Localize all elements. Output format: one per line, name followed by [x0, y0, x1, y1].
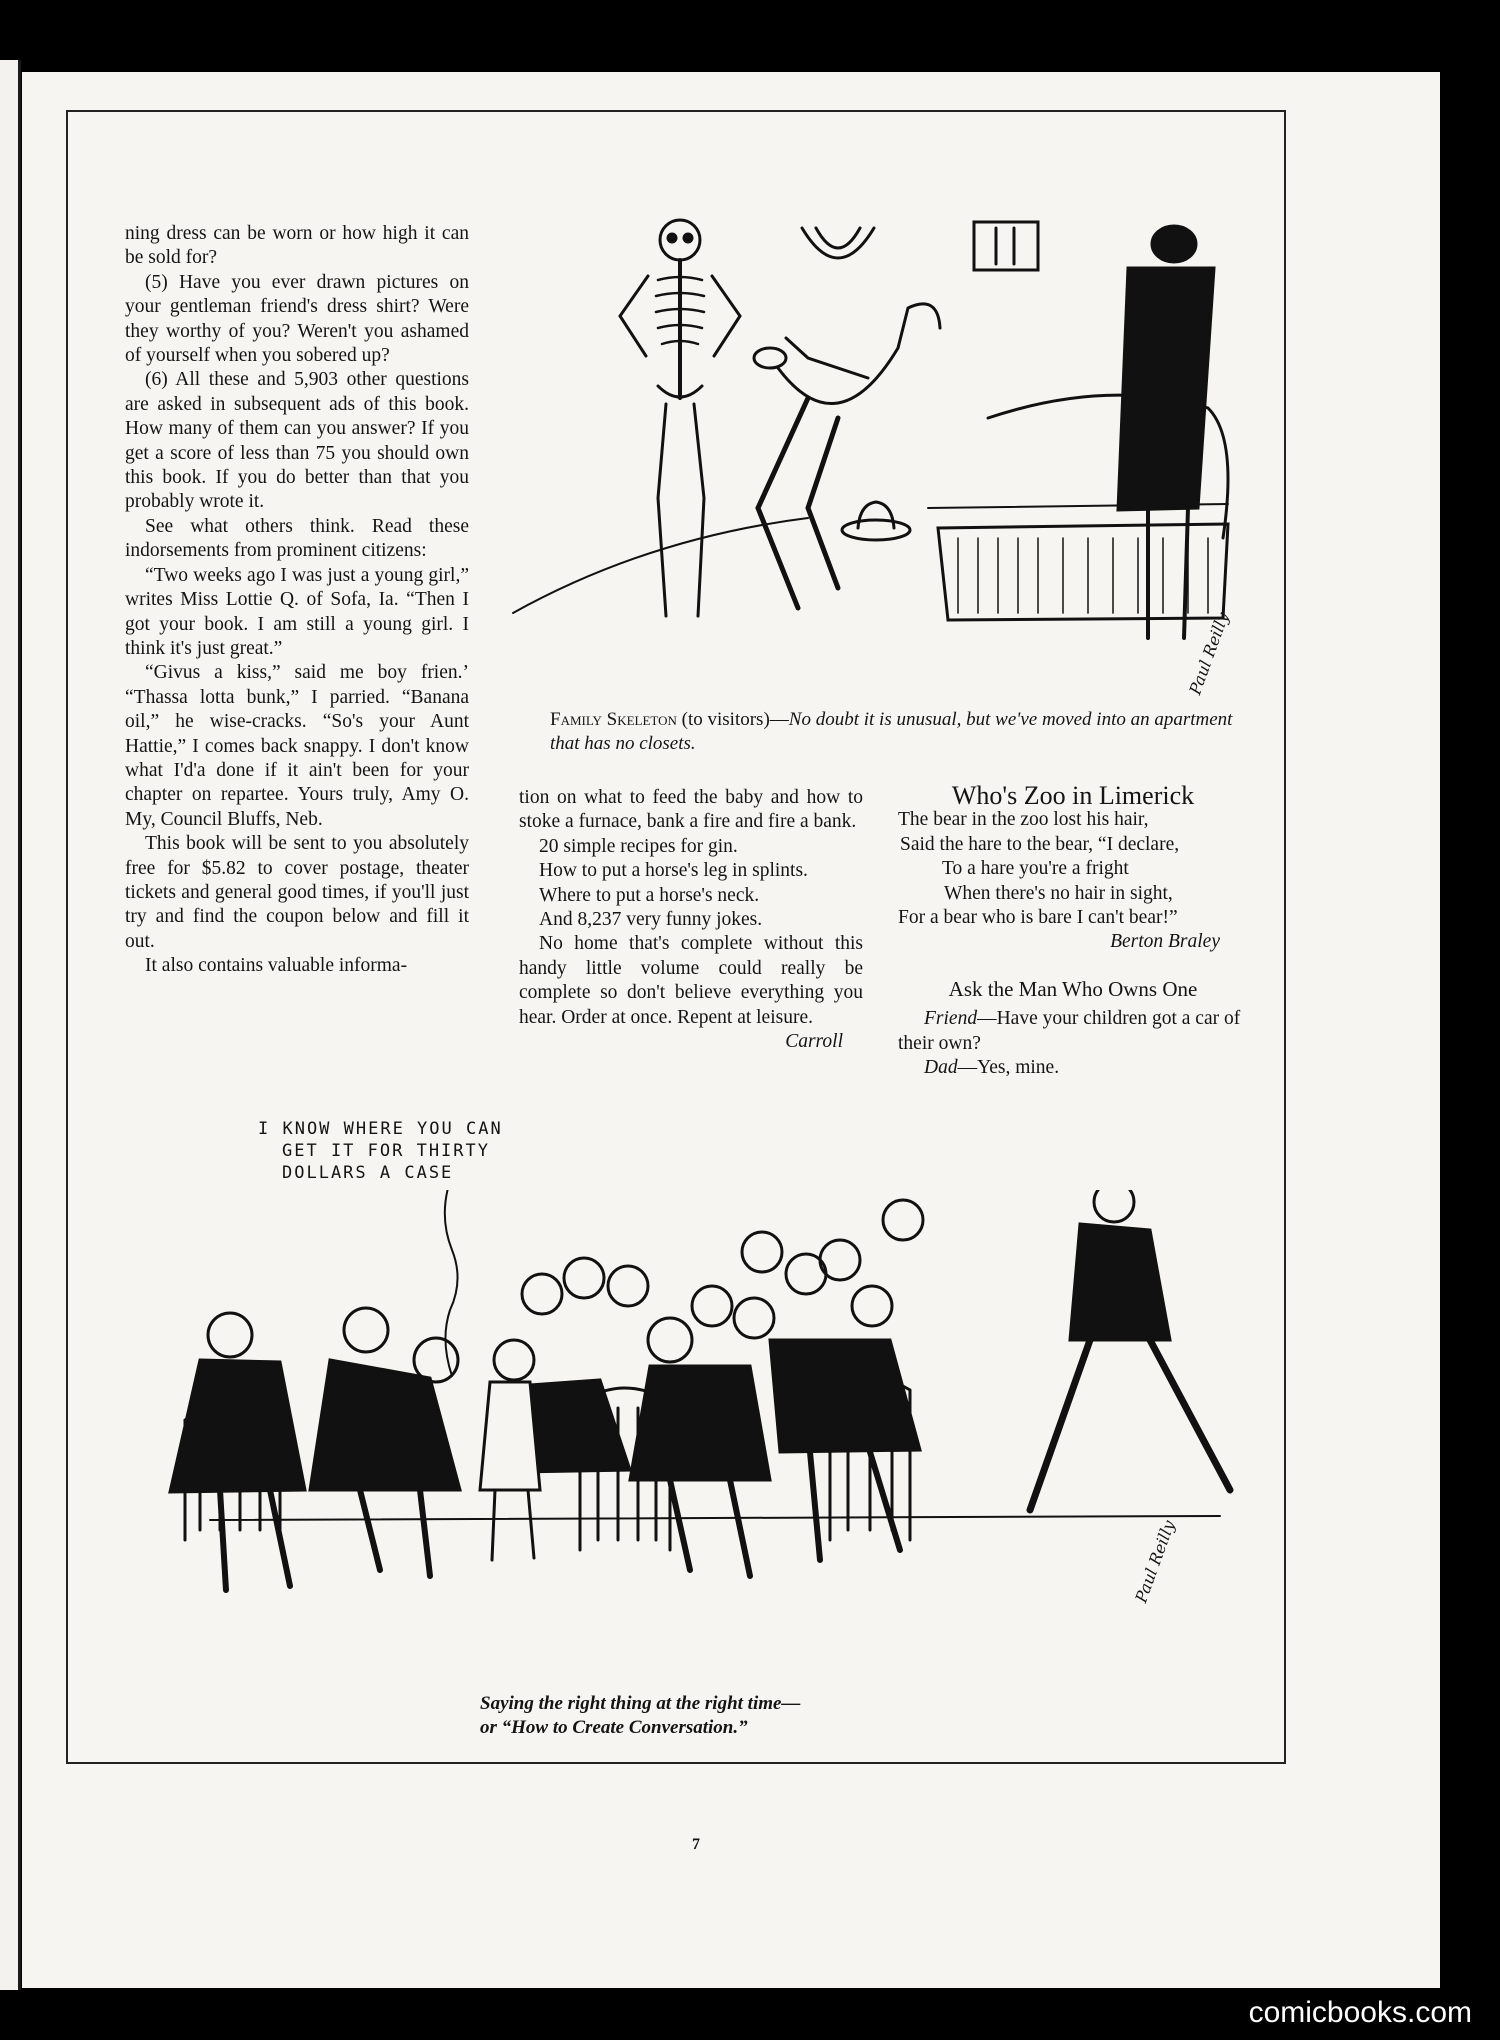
middle-column — [519, 786, 863, 1054]
mid-para-1: tion on what to feed the baby and how to stoke a furnace, bank a fire and fire a bank. — [519, 787, 863, 833]
mid-para-4: Where to put a horse's neck. — [539, 884, 760, 906]
cartoon1-speaker-note: (to visitors)— — [681, 709, 789, 730]
joke-answer — [898, 1056, 1248, 1080]
mid-para-5: And 8,237 very funny jokes. — [539, 909, 763, 931]
speech-line-2: GET IT FOR THIRTY — [282, 1141, 490, 1161]
left-column — [125, 222, 469, 979]
page-number: 7 — [692, 1836, 700, 1853]
left-para-7: This book will be sent to you absolutely free for $5.82 to cover postage, theater tickets and general good times, if you'll just try and find the coupon below and fill it out. — [125, 833, 469, 952]
speech-line-3: DOLLARS A CASE — [282, 1163, 454, 1183]
left-para-6: “Givus a kiss,” said me boy frien.’ “Thassa lotta bunk,” I parried. “Banana oil,” he wise-cracks. “So's your Aunt Hattie,” I comes back snappy. I don't know what I'd'a done if it ain't been for your chapter on repartee. Yours truly, Amy O. My, Council Bluffs, Neb. — [125, 662, 469, 830]
cartoon1-caption-text: No doubt it is unusual, but we've moved into an apartment that has no closets. — [550, 709, 1233, 754]
watermark: comicbooks.com — [1248, 1996, 1472, 2029]
joke-title: Ask the Man Who Owns One — [948, 976, 1198, 1001]
skeleton-cartoon-illustration — [508, 208, 1238, 678]
poem-line-2: Said the hare to the bear, “I declare, — [900, 833, 1180, 855]
cartoon1-signature: Paul Reilly — [1185, 609, 1233, 698]
middle-signature: Carroll — [785, 1031, 843, 1053]
joke-question — [898, 1007, 1248, 1056]
speech-lettering — [258, 1118, 503, 1184]
joke-a-speaker: Dad — [924, 1057, 958, 1079]
left-para-3: (6) All these and 5,903 other questions are asked in subsequent ads of this book. How many of them can you answer? If you get a score of less than 75 you should own this book. If you do better than that you probably wrote it. — [125, 369, 469, 513]
left-para-2: (5) Have you ever drawn pictures on your gentleman friend's dress shirt? Were they worthy of you? Weren't you ashamed of yourself when you sobered up? — [125, 271, 469, 367]
poem-author: Berton Braley — [1110, 931, 1220, 953]
right-column — [898, 781, 1248, 1080]
poem-line-3: To a hare you're a fright — [942, 858, 1129, 880]
binding-spine — [0, 60, 21, 1990]
cartoon2-caption — [480, 1692, 980, 1740]
poem-line-4: When there's no hair in sight, — [944, 882, 1173, 904]
mid-para-6 — [519, 932, 863, 1053]
cartoon2-signature: Paul Reilly — [1131, 1517, 1179, 1606]
joke-q-text: —Have your children got a car of their own? — [898, 1008, 1241, 1054]
mid-para-2: 20 simple recipes for gin. — [539, 835, 738, 857]
party-cartoon-illustration — [130, 1190, 1250, 1610]
poem-line-5: For a bear who is bare I can't bear!” — [898, 907, 1178, 929]
mid-para-3: How to put a horse's leg in splints. — [539, 860, 808, 882]
left-para-5: “Two weeks ago I was just a young girl,” writes Miss Lottie Q. of Sofa, Ia. “Then I got your book. I am still a young girl. I think it's just great.” — [125, 564, 469, 659]
cartoon1-caption — [550, 708, 1250, 756]
joke-a-text: —Yes, mine. — [957, 1057, 1060, 1079]
left-para-8: It also contains valuable informa- — [145, 955, 408, 977]
left-para-4: See what others think. Read these indorsements from prominent citizens: — [125, 515, 469, 562]
speech-line-1: I KNOW WHERE YOU CAN — [258, 1119, 503, 1139]
cartoon2-caption-line2: or “How to Create Conversation.” — [480, 1717, 748, 1738]
cartoon1-speaker: Family Skeleton — [550, 709, 677, 730]
left-para-1: ning dress can be worn or how high it can be sold for? — [125, 223, 469, 269]
poem-title: Who's Zoo in Limerick — [951, 781, 1195, 810]
cartoon2-caption-line1: Saying the right thing at the right time— — [480, 1693, 801, 1714]
mid-para-6-text: No home that's complete without this handy little volume could really be complete so don't believe everything you hear. Order at once. Repent at leisure. — [519, 933, 863, 1028]
poem-line-1: The bear in the zoo lost his hair, — [898, 809, 1149, 831]
joke-q-speaker: Friend — [924, 1008, 978, 1030]
